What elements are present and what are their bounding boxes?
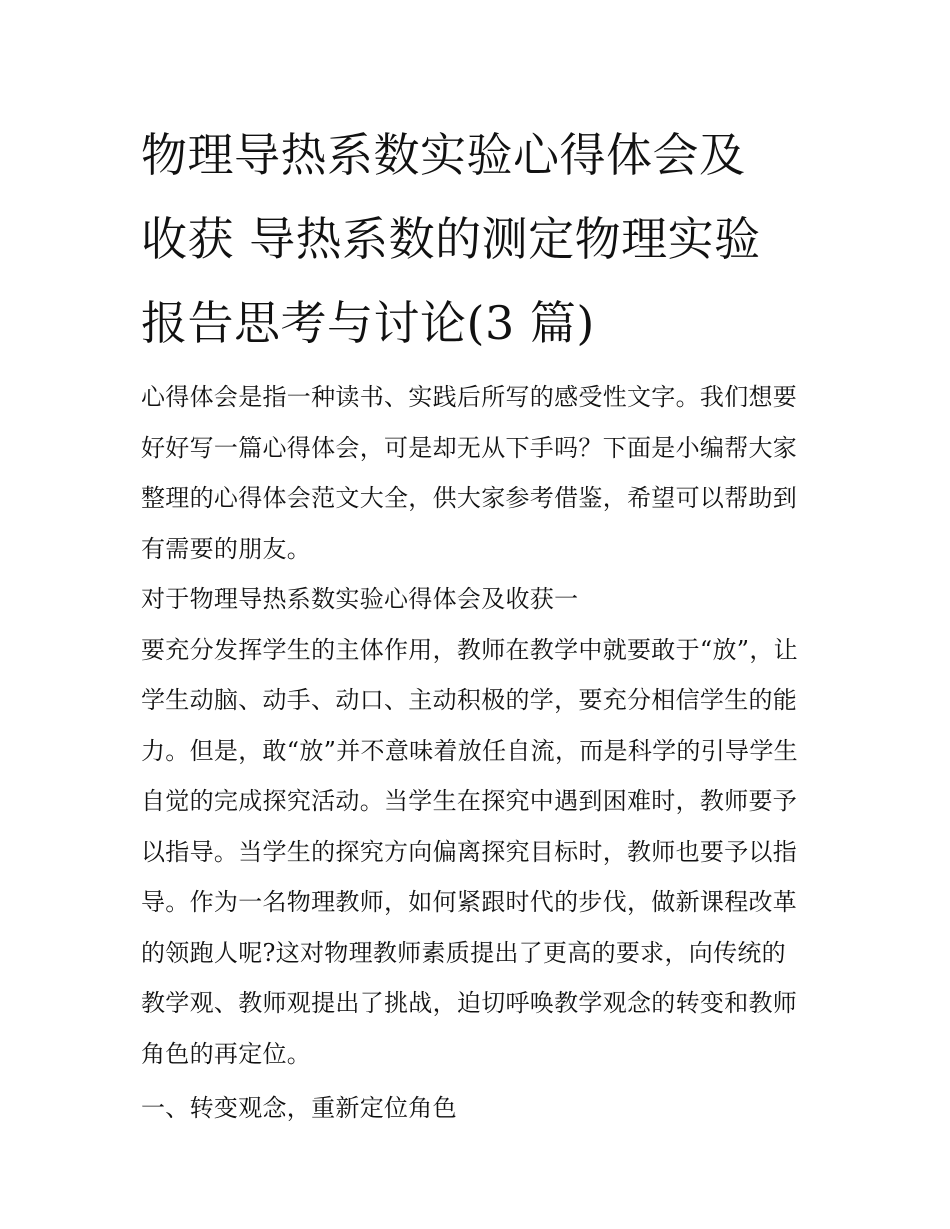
text-line: 教学观、教师观提出了挑战，迫切呼唤教学观念的转变和教师 [141, 989, 798, 1017]
text-line: 学生动脑、动手、动口、主动积极的学，要充分相信学生的能 [141, 686, 798, 714]
document-content [141, 113, 813, 1134]
section-heading-text: 对于物理导热系数实验心得体会及收获一 [141, 585, 579, 613]
title-line: 收获 导热系数的测定物理实验 [141, 212, 761, 266]
text-line: 有需要的朋友。 [141, 534, 312, 563]
text-line: 心得体会是指一种读书、实践后所写的感受性文字。我们想要 [141, 383, 798, 411]
sub-heading-text: 一、转变观念，重新定位角色 [141, 1094, 457, 1122]
intro-paragraph [141, 372, 813, 574]
text-line: 整理的心得体会范文大全，供大家参考借鉴，希望可以帮助到 [141, 484, 798, 512]
text-line: 要充分发挥学生的主体作用，教师在教学中就要敢于“放”，让 [141, 635, 798, 664]
title-line: 报告思考与讨论(3 篇) [141, 296, 595, 350]
title-line: 物理导热系数实验心得体会及 [141, 128, 746, 182]
text-line: 导。作为一名物理教师，如何紧跟时代的步伐，做新课程改革 [141, 888, 798, 916]
text-line: 力。但是，敢“放”并不意味着放任自流，而是科学的引导学生 [141, 736, 798, 765]
document-title [141, 113, 813, 365]
section-heading [141, 574, 813, 625]
text-line: 的领跑人呢?这对物理教师素质提出了更高的要求，向传统的 [141, 938, 786, 967]
sub-heading [141, 1083, 813, 1134]
text-line: 以指导。当学生的探究方向偏离探究目标时，教师也要予以指 [141, 837, 798, 866]
body-paragraph [141, 625, 813, 1080]
text-line: 自觉的完成探究活动。当学生在探究中遇到困难时，教师要予 [141, 787, 798, 815]
text-line: 角色的再定位。 [141, 1039, 312, 1068]
text-line: 好好写一篇心得体会，可是却无从下手吗？下面是小编帮大家 [141, 433, 798, 462]
